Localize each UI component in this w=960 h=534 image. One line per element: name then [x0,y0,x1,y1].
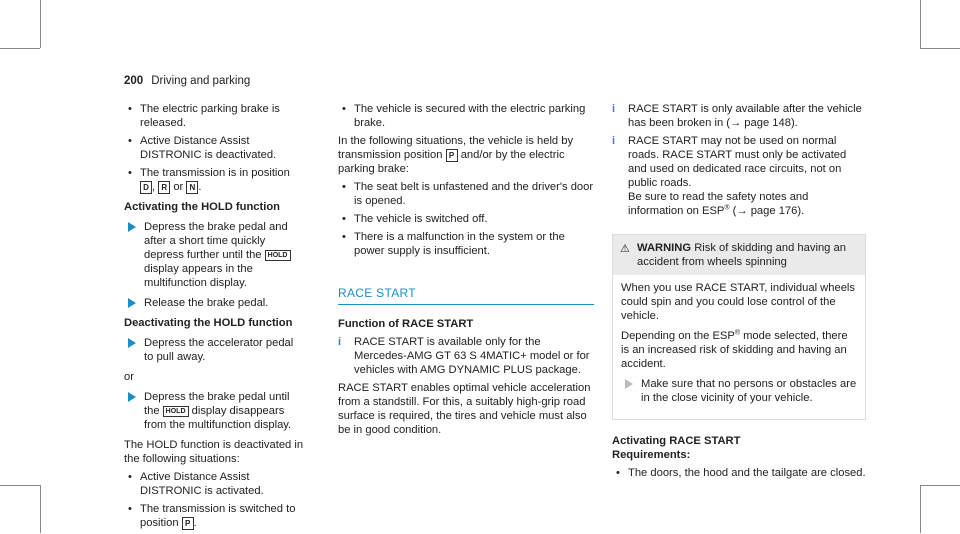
heading-requirements: Requirements: [612,449,691,461]
list-item: • Active Distance Assist DISTRONIC is deactivated. [124,134,304,162]
registered-mark: ® [724,204,730,212]
column-3 [612,102,866,484]
warning-title: ⚠ WARNING Risk of skidding and having an accident from wheels spinning [613,235,865,275]
heading-activate-race-start: Activating RACE START [612,435,741,447]
info-note: i RACE START may not be used on normal roads. RACE START must only be activated and used on dedicated race circuits, not on public roads. Be sure to read the safety notes and information on ESP® (→ page 176). [612,135,847,217]
action-step: Depress the brake pedal until the HOLD display disappears from the multifunction display. [124,390,304,432]
action-arrow-icon [128,222,136,232]
crop-mark [920,485,921,533]
list-item: • The vehicle is switched off. [338,212,594,226]
list-item: • The transmission is switched to position P . [124,502,304,530]
page-number: 200 [124,75,144,87]
page-reference-link[interactable]: page 148). [741,117,798,129]
action-step: Depress the accelerator pedal to pull away. [124,336,304,364]
list-item: • Active Distance Assist DISTRONIC is activated. [124,470,304,498]
paragraph: In the following situations, the vehicle is held by transmission position P and/or by the electric parking brake: [338,135,574,175]
heading-activate-hold: Activating the HOLD function [124,201,280,213]
info-icon: i [612,103,616,115]
page-header [124,74,250,88]
hold-key-icon: HOLD [163,406,189,417]
section-heading-race-start: RACE START [338,286,594,305]
warning-label: WARNING [637,242,692,254]
action-arrow-icon [625,379,633,389]
list-item: • The electric parking brake is released. [124,102,304,130]
crop-mark [0,48,40,49]
page-reference-link[interactable]: page 176). [747,205,805,217]
column-1 [124,102,304,534]
section-title: Driving and parking [151,75,251,87]
registered-mark: ® [734,329,740,337]
info-note: i RACE START is available only for the Mercedes-AMG GT 63 S 4MATIC+ model or for vehicles with AMG DYNAMIC PLUS package. [338,336,590,376]
gear-r-symbol: R [158,181,170,194]
arrow-icon: → [730,117,742,129]
gear-p-symbol: P [446,149,458,162]
crop-mark [0,485,40,486]
crop-mark [920,48,960,49]
paragraph: RACE START enables optimal vehicle acceleration from a standstill. For this, a suitably high-grip road surface is required, the tires and vehicle must also be in good condition. [338,382,591,436]
paragraph: Depending on the ESP® mode selected, there is an increased risk of skidding and having an accident. [621,329,848,370]
list-item: • The seat belt is unfastened and the driver's door is opened. [338,180,594,208]
column-2 [338,102,594,441]
paragraph: When you use RACE START, individual wheels could spin and you could lose control of the vehicle. [621,282,856,322]
info-icon: i [338,336,342,348]
crop-mark [40,485,41,533]
action-step: Depress the brake pedal and after a short time quickly depress further until the HOLD display appears in the multifunction display. [124,220,304,290]
list-item: • The vehicle is secured with the electric parking brake. [338,102,594,130]
warning-triangle-icon: ⚠ [620,243,630,255]
action-step: Release the brake pedal. [124,296,304,310]
list-item: • The transmission is in position D , R or N . [124,166,304,194]
info-icon: i [612,135,616,147]
crop-mark [920,0,921,48]
gear-p-symbol: P [182,517,194,530]
list-item: • There is a malfunction in the system or the power supply is insufficient. [338,230,594,258]
paragraph: The HOLD function is deactivated in the following situations: [124,439,304,465]
list-item: • The doors, the hood and the tailgate are closed. [612,466,866,480]
info-note: i RACE START is only available after the vehicle has been broken in (→ page 148). [612,103,862,129]
or-text: or [124,371,134,383]
heading-deactivate-hold: Deactivating the HOLD function [124,317,293,329]
arrow-icon: → [736,205,748,217]
hold-key-icon: HOLD [265,250,291,261]
warning-body [613,275,865,419]
heading-function-race-start: Function of RACE START [338,318,474,330]
action-arrow-icon [128,338,136,348]
action-step: Make sure that no persons or obstacles are in the close vicinity of your vehicle. [621,377,857,405]
crop-mark [920,485,960,486]
warning-box [612,234,866,420]
action-arrow-icon [128,392,136,402]
crop-mark [40,0,41,48]
gear-d-symbol: D [140,181,152,194]
action-arrow-icon [128,298,136,308]
gear-n-symbol: N [186,181,198,194]
